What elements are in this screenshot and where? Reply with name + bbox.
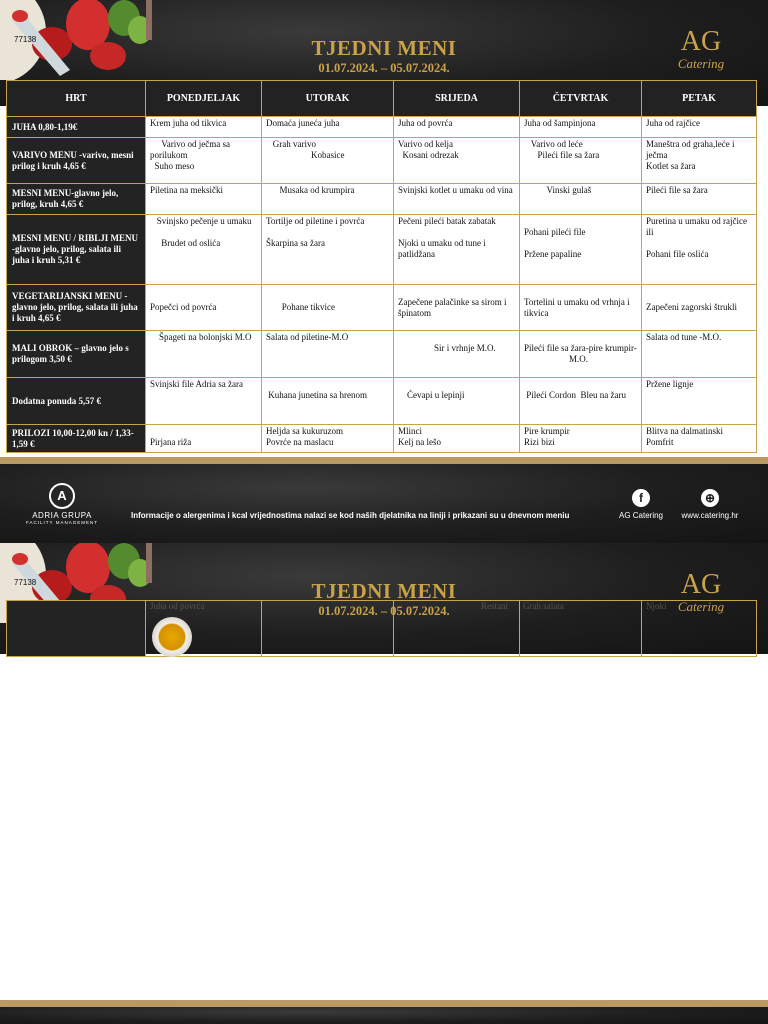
menu-cell: Kuhana junetina sa hrenom bbox=[262, 378, 394, 425]
adria-logo-icon: A bbox=[49, 483, 75, 509]
column-header: ČETVRTAK bbox=[520, 81, 642, 117]
website-link[interactable]: ⊕ www.catering.hr bbox=[681, 491, 739, 520]
page-title: TJEDNI MENI bbox=[311, 36, 457, 60]
table-row bbox=[7, 331, 757, 378]
menu-cell: Sir i vrhnje M.O. bbox=[394, 331, 520, 378]
menu-cell: Juha od šampinjona bbox=[520, 117, 642, 138]
row-label bbox=[7, 601, 146, 657]
menu-cell: Grah varivo Kobasice bbox=[262, 138, 394, 184]
menu-cell: Pire krumpir Rizi bizi bbox=[520, 425, 642, 453]
table-row bbox=[7, 117, 757, 138]
menu-cell: Musaka od krumpira bbox=[262, 184, 394, 215]
table-row bbox=[7, 425, 757, 453]
menu-cell: Pohani pileći file Pržene papaline bbox=[520, 215, 642, 285]
page-bottom-strip bbox=[0, 1007, 768, 1024]
menu-cell: Vinski gulaš bbox=[520, 184, 642, 215]
row-label: VEGETARIJANSKI MENU -glavno jelo, prilog, salata ili juha i kruh 4,65 € bbox=[7, 285, 146, 331]
gold-divider bbox=[0, 1000, 768, 1007]
menu-cell: Mlinci Kelj na lešo bbox=[394, 425, 520, 453]
row-label: MESNI MENU-glavno jelo, prilog, kruh 4,65 € bbox=[7, 184, 146, 215]
row-label: MESNI MENU / RIBLJI MENU -glavno jelo, prilog, salata ili juha i kruh 5,31 € bbox=[7, 215, 146, 285]
table-row bbox=[7, 378, 757, 425]
document-code: 77138 bbox=[14, 578, 37, 587]
weekly-menu-table bbox=[6, 80, 757, 453]
menu-cell: Varivo od leće Pileći file sa žara bbox=[520, 138, 642, 184]
gold-divider bbox=[0, 457, 768, 464]
row-label: PRILOZI 10,00-12,00 kn / 1,33-1,59 € bbox=[7, 425, 146, 453]
menu-cell: Špageti na bolonjski M.O bbox=[146, 331, 262, 378]
table-row bbox=[7, 601, 757, 657]
ghost-text: Restani bbox=[481, 601, 508, 611]
menu-cell: Varivo od kelja Kosani odrezak bbox=[394, 138, 520, 184]
column-header: SRIJEDA bbox=[394, 81, 520, 117]
ghost-text: Juha od povrća bbox=[150, 601, 205, 611]
column-header: HRT bbox=[7, 81, 146, 117]
ag-catering-logo: AG Catering bbox=[677, 569, 725, 614]
column-header: PETAK bbox=[642, 81, 757, 117]
column-header: PONEDJELJAK bbox=[146, 81, 262, 117]
soup-bowl-image bbox=[152, 617, 192, 657]
date-range: 01.07.2024. – 05.07.2024. bbox=[318, 61, 450, 75]
page-title: TJEDNI MENI bbox=[311, 579, 457, 603]
menu-cell: Popečci od povrća bbox=[146, 285, 262, 331]
row-label: JUHA 0,80-1,19€ bbox=[7, 117, 146, 138]
menu-cell: Varivo od ječma sa porilukom Suho meso bbox=[146, 138, 262, 184]
menu-cell: Zapečeni zagorski štrukli bbox=[642, 285, 757, 331]
facebook-icon: f bbox=[632, 489, 650, 507]
menu-cell: Pileći file sa žara-pire krumpir- M.O. bbox=[520, 331, 642, 378]
menu-cell: Svinjsko pečenje u umaku Brudet od oslića bbox=[146, 215, 262, 285]
menu-cell: Salata od tune -M.O. bbox=[642, 331, 757, 378]
menu-cell: Svinjski kotlet u umaku od vina bbox=[394, 184, 520, 215]
table-row bbox=[7, 215, 757, 285]
menu-cell: Pečeni pileći batak zabatak Njoki u umaku od tune i patlidžana bbox=[394, 215, 520, 285]
menu-cell: Zapečene palačinke sa sirom i špinatom bbox=[394, 285, 520, 331]
table-row bbox=[7, 184, 757, 215]
menu-cell: Maneštra od graha,leće i ječma Kotlet sa žara bbox=[642, 138, 757, 184]
facebook-link[interactable]: f AG Catering bbox=[618, 491, 664, 520]
menu-cell: Puretina u umaku od rajčice ili Pohani file oslića bbox=[642, 215, 757, 285]
menu-cell: Pirjana riža bbox=[146, 425, 262, 453]
ag-catering-logo: AG Catering bbox=[677, 26, 725, 71]
menu-cell: Piletina na meksički bbox=[146, 184, 262, 215]
ghost-text: Grah salata bbox=[523, 601, 564, 611]
table-header-row bbox=[7, 81, 757, 117]
menu-cell: Tortilje od piletine i povrća Škarpina sa žara bbox=[262, 215, 394, 285]
menu-cell: Salata od piletine-M.O bbox=[262, 331, 394, 378]
menu-cell: Heljda sa kukuruzom Povrće na maslacu bbox=[262, 425, 394, 453]
row-label: VARIVO MENU -varivo, mesni prilog i kruh 4,65 € bbox=[7, 138, 146, 184]
menu-cell bbox=[262, 601, 394, 657]
row-label: MALI OBROK – glavno jelo s prilogom 3,50 € bbox=[7, 331, 146, 378]
weekly-menu-table-page2 bbox=[6, 600, 757, 657]
menu-cell: Juha od povrća bbox=[394, 117, 520, 138]
menu-cell: Pileći Cordon Bleu na žaru bbox=[520, 378, 642, 425]
column-header: UTORAK bbox=[262, 81, 394, 117]
menu-cell: Domaća juneća juha bbox=[262, 117, 394, 138]
date-range: 01.07.2024. – 05.07.2024. bbox=[318, 604, 450, 618]
menu-cell: Pohane tikvice bbox=[262, 285, 394, 331]
row-label: Dodatna ponuda 5,57 € bbox=[7, 378, 146, 425]
globe-icon: ⊕ bbox=[701, 489, 719, 507]
menu-cell: Blitva na dalmatinski Pomfrit bbox=[642, 425, 757, 453]
menu-cell: Krem juha od tikvica bbox=[146, 117, 262, 138]
table-row bbox=[7, 138, 757, 184]
allergen-info-text: Informacije o alergenima i kcal vrijednostima nalazi se kod naših djelatnika na liniji i prikazani su u dnevnom meniu bbox=[131, 511, 570, 520]
menu-cell: Pileći file sa žara bbox=[642, 184, 757, 215]
adria-grupa-logo: A ADRIA GRUPA FACILITY MANAGEMENT bbox=[24, 483, 100, 525]
menu-cell: Pržene lignje bbox=[642, 378, 757, 425]
menu-cell: Juha od rajčice bbox=[642, 117, 757, 138]
ghost-text: Njoki bbox=[646, 601, 667, 611]
document-code: 77138 bbox=[14, 35, 37, 44]
menu-cell: Tortelini u umaku od vrhnja i tikvica bbox=[520, 285, 642, 331]
table-row bbox=[7, 285, 757, 331]
menu-cell: Svinjski file Adria sa žara bbox=[146, 378, 262, 425]
menu-cell: Ćevapi u lepinji bbox=[394, 378, 520, 425]
